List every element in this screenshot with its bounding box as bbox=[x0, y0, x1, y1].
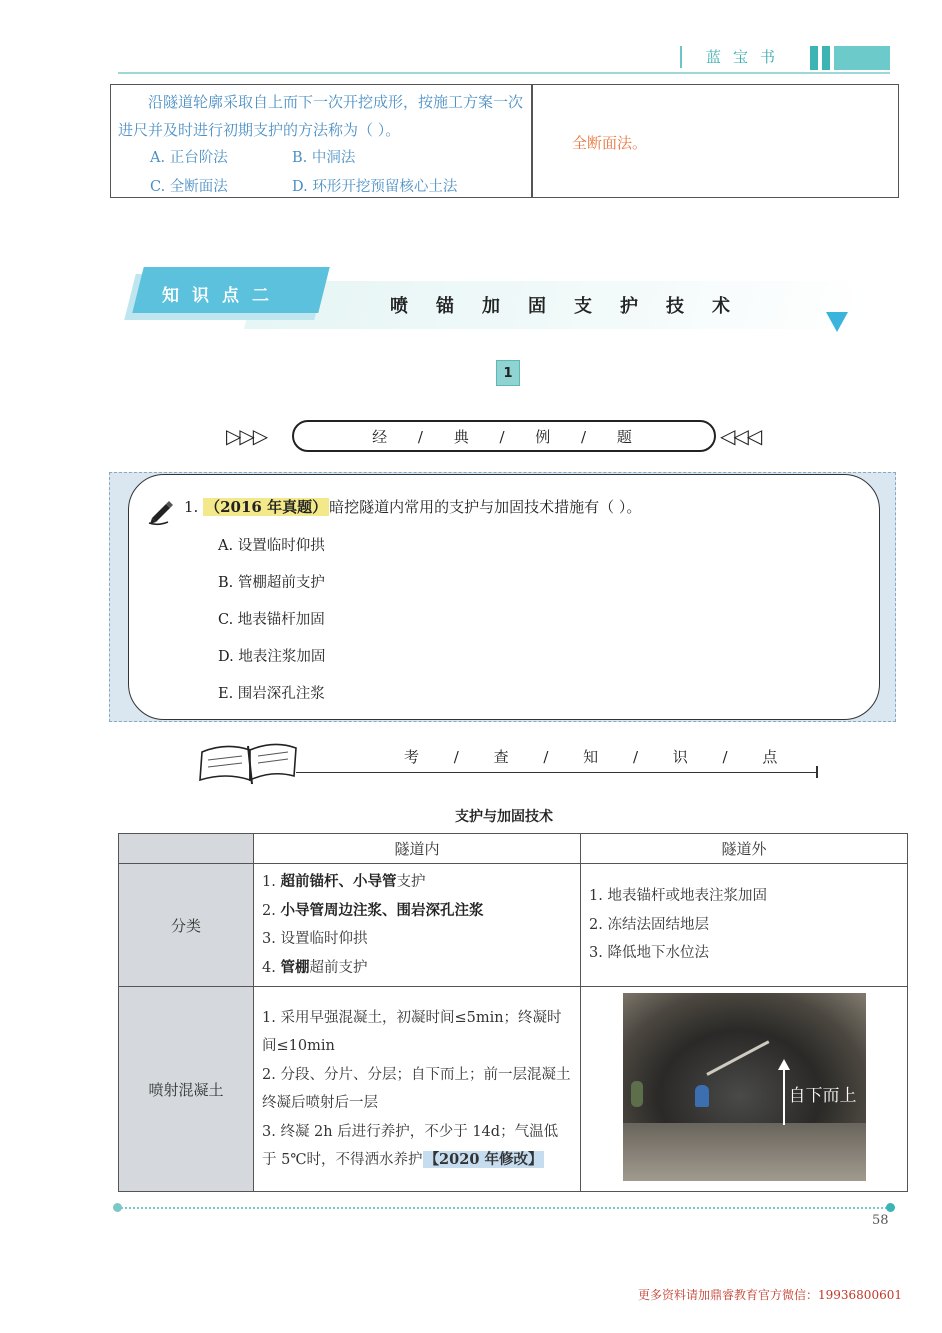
list-item: 3. 降低地下水位法 bbox=[589, 945, 709, 962]
footer-dot bbox=[886, 1203, 895, 1212]
open-book-icon bbox=[196, 740, 300, 790]
table-divider bbox=[531, 85, 533, 197]
column-header-outside: 隧道外 bbox=[581, 834, 908, 864]
pencil-icon bbox=[146, 496, 176, 530]
triangle-down-icon bbox=[826, 312, 848, 332]
knowledge-section-tick bbox=[816, 766, 818, 778]
table-corner bbox=[119, 834, 254, 864]
header-block bbox=[834, 46, 890, 70]
spray-stream bbox=[706, 1040, 769, 1076]
list-item: 3. 终凝 2h 后进行养护，不少于 14d；气温低于 5℃时，不得洒水养护 【2020 年修改】 bbox=[262, 1123, 559, 1168]
list-item: 2. 冻结法固结地层 bbox=[589, 916, 709, 933]
example-option-e: E. 围岩深孔注浆 bbox=[218, 686, 325, 702]
footer-dot bbox=[113, 1203, 122, 1212]
table-caption: 支护与加固技术 bbox=[455, 809, 553, 825]
list-item: 1. 超前锚杆、小导管支护 bbox=[262, 873, 426, 890]
section-number: 1 bbox=[496, 360, 520, 386]
list-item: 2. 分段、分片、分层；自下而上；前一层混凝土终凝后喷射后一层 bbox=[262, 1066, 571, 1111]
promo-text: 更多资料请加鼎睿教育官方微信：19936800601 bbox=[638, 1288, 902, 1302]
example-option-b: B. 管棚超前支护 bbox=[218, 575, 325, 591]
list-item: 3. 设置临时仰拱 bbox=[262, 931, 368, 947]
worker-figure bbox=[695, 1085, 709, 1107]
book-title: 蓝宝书 bbox=[706, 48, 788, 66]
column-header-inside: 隧道内 bbox=[254, 834, 581, 864]
footer-dotted-rule bbox=[118, 1207, 890, 1209]
arrow-shaft bbox=[783, 1069, 785, 1125]
review-option-d: D. 环形开挖预留核心土法 bbox=[292, 179, 458, 195]
worker-figure bbox=[631, 1081, 643, 1107]
list-item: 4. 管棚超前支护 bbox=[262, 958, 368, 976]
triangles-right-icon: ▷▷▷ bbox=[226, 424, 267, 448]
photo-cell bbox=[581, 987, 908, 1192]
list-item: 2. 小导管周边注浆、围岩深孔注浆 bbox=[262, 901, 484, 919]
header-bar bbox=[810, 46, 818, 70]
knowledge-section-title: 考 / 查 / 知 / 识 / 点 bbox=[404, 748, 784, 766]
support-techniques-table bbox=[118, 833, 908, 1192]
example-option-c: C. 地表锚杆加固 bbox=[218, 612, 325, 628]
header-rule bbox=[118, 72, 890, 74]
review-option-c: C. 全断面法 bbox=[150, 179, 228, 195]
list-item: 1. 采用早强混凝土，初凝时间≤5min；终凝时间≤10min bbox=[262, 1009, 562, 1054]
tunnel-shotcrete-photo bbox=[623, 993, 866, 1181]
example-option-d: D. 地表注浆加固 bbox=[218, 649, 326, 665]
review-question-stem: 沿隧道轮廓采取自上而下一次开挖成形，按施工方案一次进尺并及时进行初期支护的方法称为（ ）。 bbox=[118, 93, 524, 139]
shotcrete-rules-cell bbox=[254, 987, 581, 1192]
triangles-left-icon: ◁◁◁ bbox=[720, 424, 761, 448]
outside-methods-cell bbox=[581, 864, 908, 987]
knowledge-point-title: 喷锚加固支护技术 bbox=[390, 296, 758, 317]
photo-annotation: 自下而上 bbox=[788, 1086, 857, 1106]
example-section-title: 经 / 典 / 例 / 题 bbox=[372, 428, 636, 446]
page-number: 58 bbox=[872, 1213, 889, 1228]
question-source-badge: （2016 年真题） bbox=[205, 498, 328, 516]
review-option-a: A. 正台阶法 bbox=[150, 150, 228, 166]
header-separator bbox=[680, 46, 682, 68]
list-item: 1. 地表锚杆或地表注浆加固 bbox=[589, 888, 767, 905]
revision-tag: 【2020 年修改】 bbox=[424, 1151, 543, 1168]
knowledge-point-label: 知识点二 bbox=[162, 286, 282, 306]
inside-methods-cell bbox=[254, 864, 581, 987]
review-answer: 全断面法。 bbox=[572, 134, 648, 152]
row-header-shotcrete: 喷射混凝土 bbox=[119, 987, 254, 1192]
example-question-stem bbox=[184, 496, 641, 517]
row-header-classify: 分类 bbox=[119, 864, 254, 987]
knowledge-section-rule bbox=[296, 772, 816, 773]
photo-floor bbox=[623, 1123, 866, 1181]
header-bar bbox=[822, 46, 830, 70]
review-option-b: B. 中洞法 bbox=[292, 150, 356, 166]
question-text: 暗挖隧道内常用的支护与加固技术措施有（ ）。 bbox=[329, 498, 642, 516]
example-option-a: A. 设置临时仰拱 bbox=[218, 538, 325, 554]
question-number: 1. bbox=[184, 498, 199, 516]
